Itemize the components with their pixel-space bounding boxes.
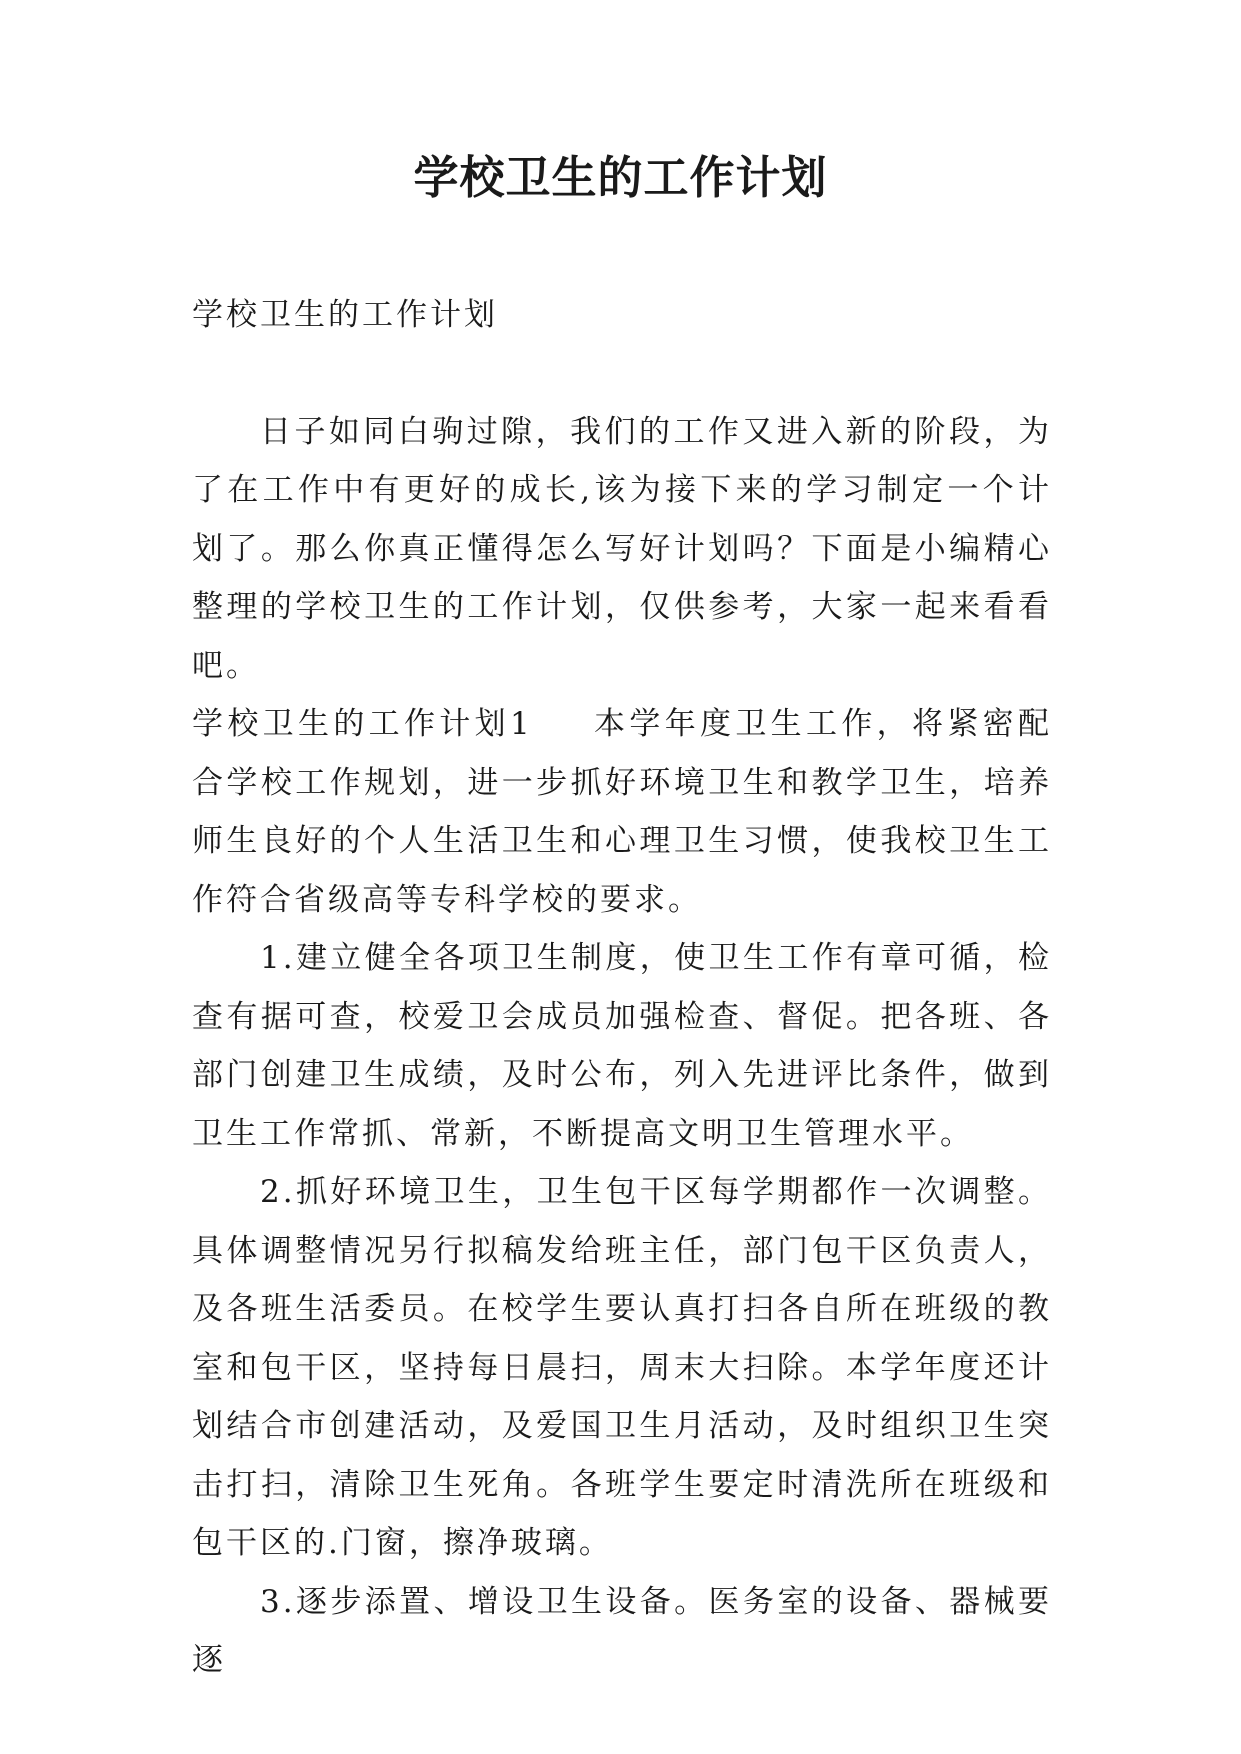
item-1-paragraph: 1.建立健全各项卫生制度，使卫生工作有章可循，检查有据可查，校爱卫会成员加强检查、督促。把各班、各部门创建卫生成绩，及时公布，列入先进评比条件，做到卫生工作常抓、常新，不断提高文明卫生管理水平。	[192, 940, 1052, 1152]
section-1-text: 本学年度卫生工作，将紧密配合学校工作规划，进一步抓好环境卫生和教学卫生，培养师生良好的个人生活卫生和心理卫生习惯，使我校卫生工作符合省级高等专科学校的要求。	[192, 706, 1052, 918]
document-body	[192, 286, 1052, 1690]
document-subtitle: 学校卫生的工作计划	[192, 297, 498, 333]
item-3-paragraph: 3.逐步添置、增设卫生设备。医务室的设备、器械要逐	[192, 1583, 1052, 1678]
intro-paragraph: 日子如同白驹过隙，我们的工作又进入新的阶段，为了在工作中有更好的成长,该为接下来的学习制定一个计划了。那么你真正懂得怎么写好计划吗？下面是小编精心整理的学校卫生的工作计划，仅供参考，大家一起来看看吧。	[192, 413, 1052, 684]
item-2-paragraph: 2.抓好环境卫生，卫生包干区每学期都作一次调整。具体调整情况另行拟稿发给班主任，部门包干区负责人，及各班生活委员。在校学生要认真打扫各自所在班级的教室和包干区，坚持每日晨扫，周末大扫除。本学年度还计划结合市创建活动，及爱国卫生月活动，及时组织卫生突击打扫，清除卫生死角。各班学生要定时清洗所在班级和包干区的.门窗，擦净玻璃。	[192, 1174, 1052, 1561]
section-1-paragraph	[192, 695, 1052, 929]
section-1-heading: 学校卫生的工作计划1	[192, 706, 533, 742]
document-title: 学校卫生的工作计划	[413, 151, 828, 204]
